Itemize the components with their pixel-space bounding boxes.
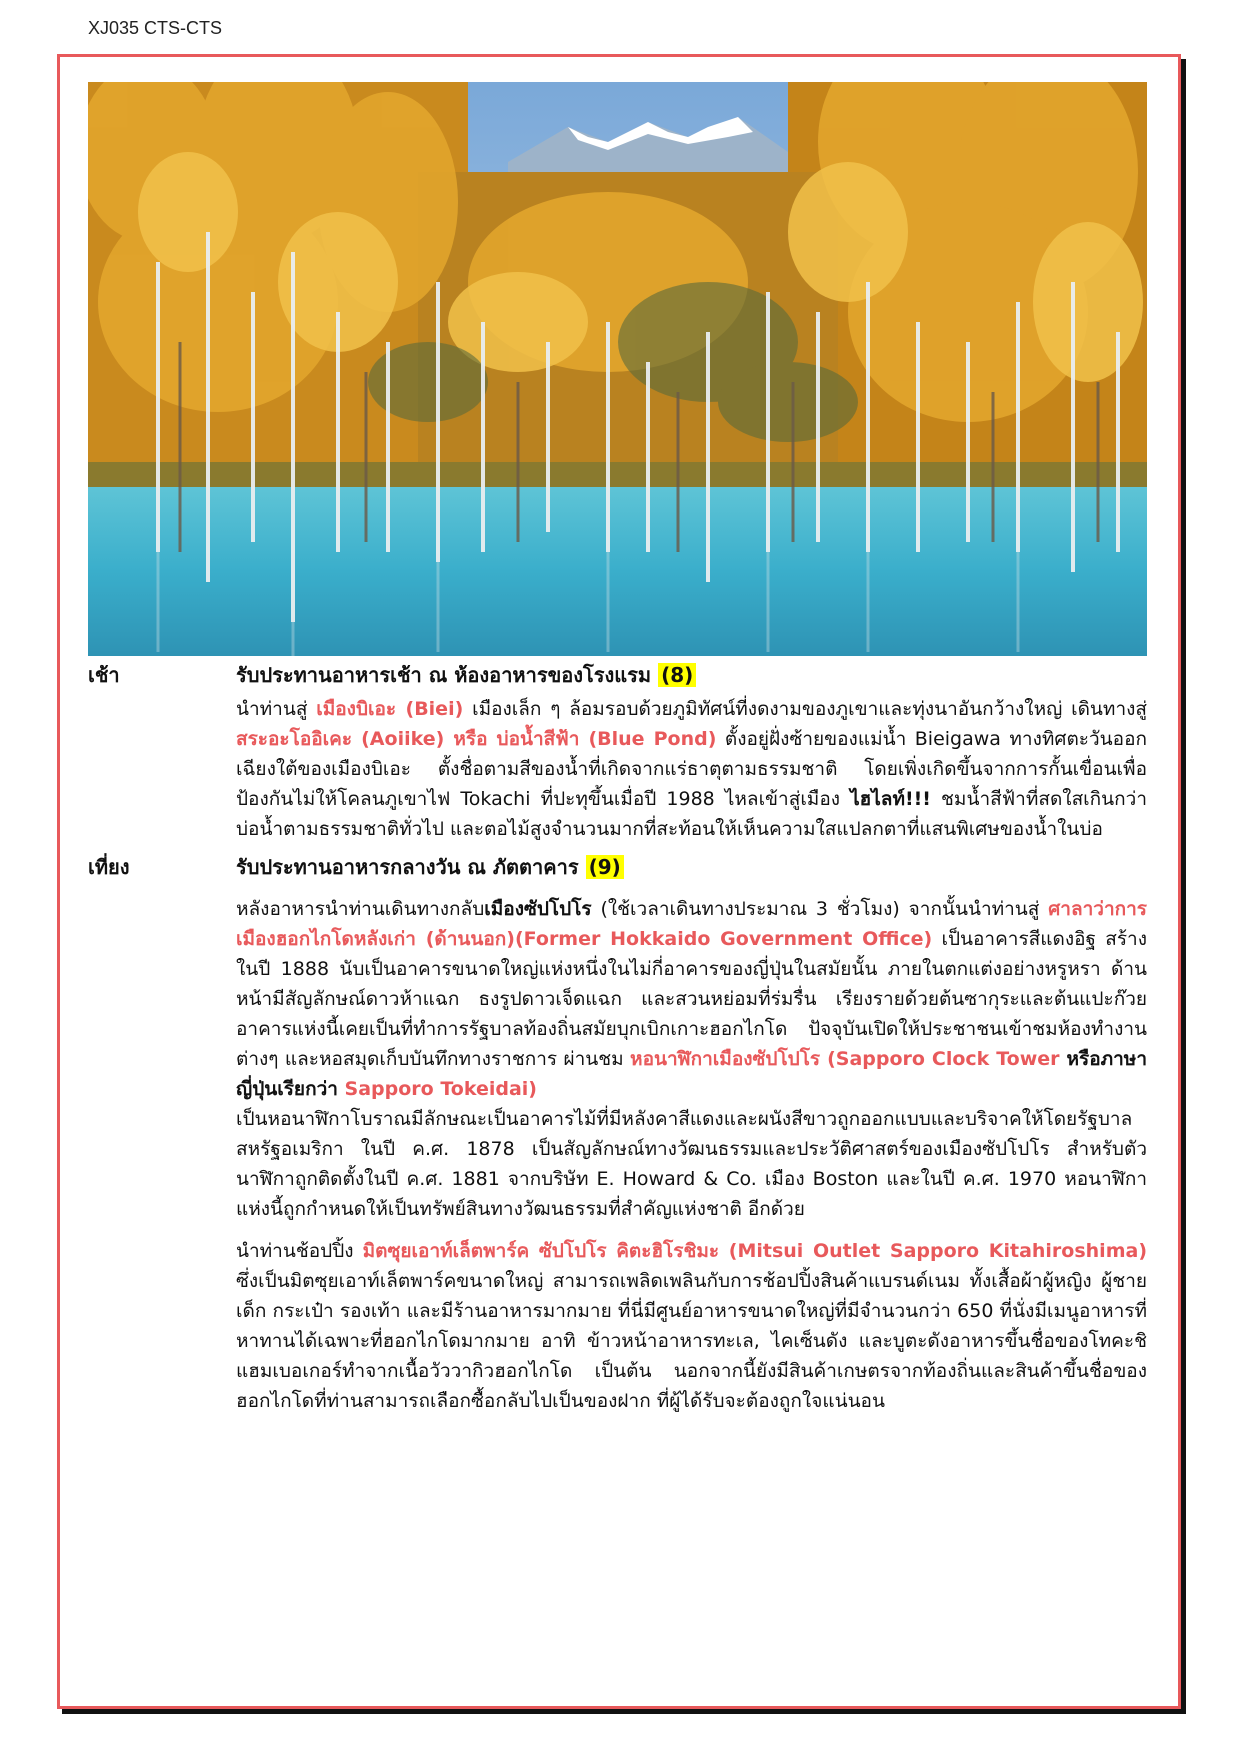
text-span: หรือภาษาญี่ปุ่นเรียกว่า — [236, 1048, 1147, 1100]
highlight-label: ไฮไลท์!!! — [850, 788, 931, 810]
lunch-headline — [236, 852, 624, 882]
clock-tower-highlight: หอนาฬิกาเมืองซัปโปโร (Sapporo Clock Tower — [630, 1048, 1060, 1070]
text-span: เป็นอาคารสีแดงอิฐ สร้างในปี 1888 นับเป็นอาคารขนาดใหญ่แห่งหนึ่งในไม่กี่อาคารของญี่ปุ่นในสมัยนั้น ภายในตกแต่งอย่างหรูหรา ด้านหน้ามีสัญลักษณ์ดาวห้าแฉก ธงรูปดาวเจ็ดแฉก และสวนหย่อมที่ร่มรื่น เรียงรายด้วยต้นซากุระและต้นแปะก๊วย อาคารแห่งนี้เคยเป็นที่ทำการรัฐบาลท้องถิ่นสมัยบุกเบิกเกาะฮอกไกโด ปัจจุบันเปิดให้ประชาชนเข้าชมห้องทำงานต่างๆ และหอสมุดเก็บบันทึกทางราชการ ผ่านชม — [236, 928, 1147, 1070]
biei-paragraph — [236, 694, 1147, 844]
morning-row — [88, 660, 1147, 690]
mitsui-paragraph — [236, 1236, 1147, 1416]
tokeidai-highlight: Sapporo Tokeidai) — [344, 1078, 537, 1100]
itinerary-content — [88, 660, 1147, 1416]
sapporo-bold: เมืองซัปโปโร — [484, 898, 592, 920]
mitsui-highlight: มิตซุยเอาท์เล็ตพาร์ค ซัปโปโร คิตะฮิโรชิมะ (Mitsui Outlet Sapporo Kitahiroshima) — [362, 1240, 1147, 1262]
meal-number-badge: (8) — [658, 663, 696, 687]
blue-pond-photo — [88, 82, 1147, 656]
text-span: ตั้งอยู่ฝั่งซ้ายของแม่น้ำ Bieigawa ทางทิศตะวันออกเฉียงใต้ของเมืองบิเอะ ตั้งชื่อตามสีของน้ำที่เกิดจากแร่ธาตุตามธรรมชาติ โดยเพิ่งเกิดขึ้นจากการกั้นเขื่อนเพื่อป้องกันไม่ให้โคลนภูเขาไฟ Tokachi ที่ปะทุขึ้นเมื่อปี 1988 ไหลเข้าสู่เมือง — [236, 728, 1147, 810]
lunch-label: เที่ยง — [88, 855, 130, 879]
text-span: เมืองเล็ก ๆ ล้อมรอบด้วยภูมิทัศน์ที่งดงามของภูเขาและทุ่งนาอันกว้างใหญ่ เดินทางสู่ — [463, 698, 1147, 720]
text-span: นำท่านช้อปปิ้ง — [236, 1240, 363, 1262]
morning-label: เช้า — [88, 663, 120, 687]
text-span: นำท่านสู่ — [236, 698, 317, 720]
document-code: XJ035 CTS-CTS — [88, 18, 223, 38]
morning-headline — [236, 660, 696, 690]
lunch-headline-text: รับประทานอาหารกลางวัน ณ ภัตตาคาร — [236, 855, 579, 879]
aoiike-highlight: สระอะโออิเคะ (Aoiike) หรือ บ่อน้ำสีฟ้า (Blue Pond) — [236, 728, 717, 750]
lunch-row — [88, 852, 1147, 882]
text-span: ซึ่งเป็นมิตซุยเอาท์เล็ตพาร์คขนาดใหญ่ สามารถเพลิดเพลินกับการช้อปปิ้งสินค้าแบรนด์เนม ทั้งเสื้อผ้าผู้หญิง ผู้ชาย เด็ก กระเป๋า รองเท้า และมีร้านอาหารมากมาย ที่นี่มีศูนย์อาหารขนาดใหญ่ที่มีจำนวนกว่า 650 ที่นั่งมีเมนูอาหารที่หาทานได้เฉพาะที่ฮอกไกโดมากมาย อาทิ ข้าวหน้าอาหารทะเล, ไคเซ็นดัง และบูตะดังอาหารขึ้นชื่อของโทคะชิ แฮมเบอเกอร์ทำจากเนื้อวัววากิวฮอกไกโด เป็นต้น นอกจากนี้ยังมีสินค้าเกษตรจากท้องถิ่นและสินค้าขึ้นชื่อของฮอกไกโดที่ท่านสามารถเลือกซื้อกลับไปเป็นของฝาก ที่ผู้ได้รับจะต้องถูกใจแน่นอน — [236, 1270, 1147, 1412]
text-span: ชมน้ำสีฟ้าที่สดใสเกินกว่าบ่อน้ำตามธรรมชาติทั่วไป และตอไม้สูงจำนวนมากที่สะท้อนให้เห็นความใสแปลกตาที่แสนพิเศษของน้ำในบ่อ — [236, 788, 1147, 840]
text-span: (ใช้เวลาเดินทางประมาณ 3 ชั่วโมง) จากนั้นนำท่านสู่ — [591, 898, 1049, 920]
biei-highlight: เมืองบิเอะ (Biei) — [316, 698, 464, 720]
sapporo-paragraph — [236, 894, 1147, 1104]
morning-headline-text: รับประทานอาหารเช้า ณ ห้องอาหารของโรงแรม — [236, 663, 652, 687]
text-span: หลังอาหารนำท่านเดินทางกลับ — [236, 898, 485, 920]
former-office-highlight: ศาลาว่าการเมืองฮอกไกโดหลังเก่า (ด้านนอก)(Former Hokkaido Government Office) — [236, 898, 1147, 950]
meal-number-badge: (9) — [586, 855, 624, 879]
clock-tower-paragraph: เป็นหอนาฬิกาโบราณมีลักษณะเป็นอาคารไม้ที่มีหลังคาสีแดงและผนังสีขาวถูกออกแบบและบริจาคให้โดยรัฐบาลสหรัฐอเมริกา ในปี ค.ศ. 1878 เป็นสัญลักษณ์ทางวัฒนธรรมและประวัติศาสตร์ของเมืองซัปโปโร สำหรับตัวนาฬิกาถูกติดตั้งในปี ค.ศ. 1881 จากบริษัท E. Howard & Co. เมือง Boston และในปี ค.ศ. 1970 หอนาฬิกาแห่งนี้ถูกกำหนดให้เป็นทรัพย์สินทางวัฒนธรรมที่สำคัญแห่งชาติ อีกด้วย — [236, 1108, 1147, 1220]
